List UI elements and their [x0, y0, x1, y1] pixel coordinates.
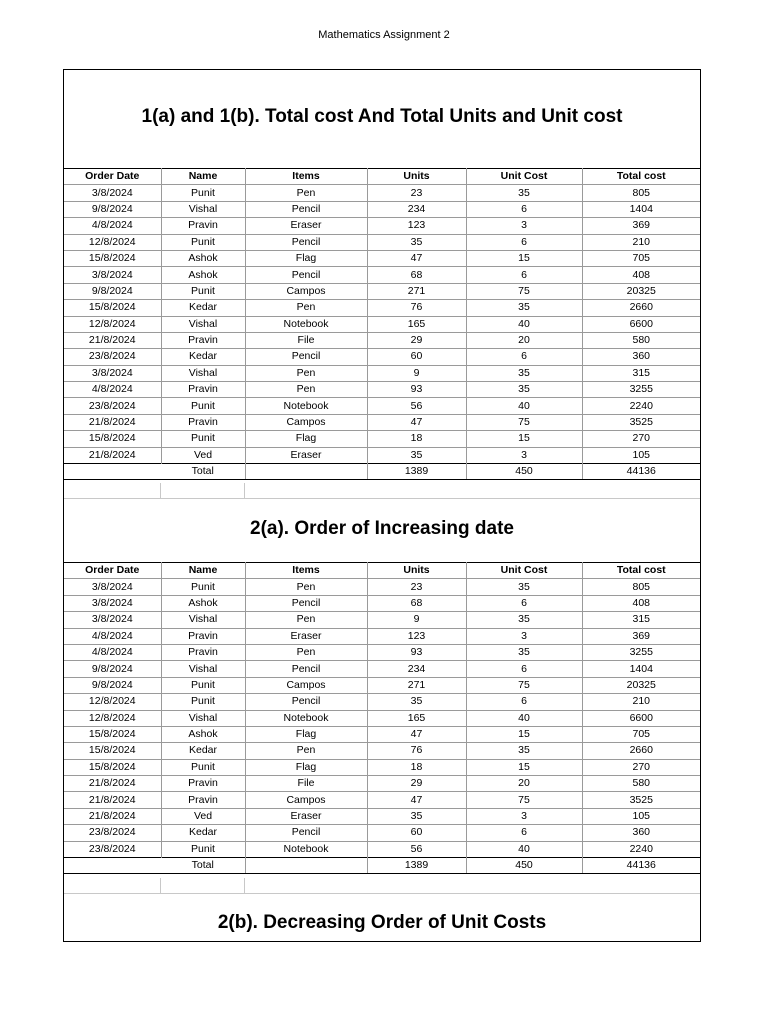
section-1-title: 1(a) and 1(b). Total cost And Total Units and Unit cost — [141, 106, 623, 127]
col-name: Name — [161, 563, 245, 579]
total-cost-cell: 210 — [582, 234, 700, 250]
units-cell: 60 — [367, 349, 466, 365]
col-items: Items — [245, 563, 367, 579]
order-date-cell: 12/8/2024 — [64, 316, 161, 332]
units-cell: 68 — [367, 267, 466, 283]
total-units: 1389 — [367, 858, 466, 874]
total-cost-cell: 360 — [582, 825, 700, 841]
units-cell: 35 — [367, 234, 466, 250]
units-cell: 29 — [367, 332, 466, 348]
items-cell: File — [245, 776, 367, 792]
units-cell: 29 — [367, 776, 466, 792]
table-row — [64, 595, 700, 611]
name-cell: Ashok — [161, 726, 245, 742]
table-row — [64, 694, 700, 710]
order-date-cell: 3/8/2024 — [64, 612, 161, 628]
name-cell: Pravin — [161, 792, 245, 808]
name-cell: Punit — [161, 185, 245, 201]
units-cell: 271 — [367, 677, 466, 693]
unit-cost-cell: 6 — [466, 201, 582, 217]
unit-cost-cell: 20 — [466, 332, 582, 348]
items-cell: Pen — [245, 644, 367, 660]
name-cell: Pravin — [161, 628, 245, 644]
order-date-cell: 12/8/2024 — [64, 694, 161, 710]
unit-cost-cell: 6 — [466, 694, 582, 710]
total-cost-cell: 408 — [582, 267, 700, 283]
table-row — [64, 382, 700, 398]
name-cell: Vishal — [161, 710, 245, 726]
order-date-cell: 15/8/2024 — [64, 431, 161, 447]
items-cell: Pencil — [245, 201, 367, 217]
table-row — [64, 743, 700, 759]
table-row — [64, 398, 700, 414]
items-cell: Campos — [245, 792, 367, 808]
name-cell: Kedar — [161, 825, 245, 841]
table-total-cost — [64, 168, 700, 480]
name-cell: Vishal — [161, 612, 245, 628]
items-cell: Flag — [245, 431, 367, 447]
table-row — [64, 612, 700, 628]
unit-cost-cell: 35 — [466, 300, 582, 316]
order-date-cell: 21/8/2024 — [64, 776, 161, 792]
units-cell: 9 — [367, 365, 466, 381]
units-cell: 35 — [367, 808, 466, 824]
units-cell: 123 — [367, 218, 466, 234]
order-date-cell: 9/8/2024 — [64, 283, 161, 299]
items-cell: Pencil — [245, 234, 367, 250]
table-row — [64, 234, 700, 250]
total-cost-cell: 270 — [582, 431, 700, 447]
name-cell: Pravin — [161, 644, 245, 660]
unit-cost-cell: 6 — [466, 234, 582, 250]
total-spacer — [64, 858, 161, 874]
total-label: Total — [161, 858, 245, 874]
col-order-date: Order Date — [64, 563, 161, 579]
table-row — [64, 825, 700, 841]
unit-cost-cell: 3 — [466, 808, 582, 824]
total-total-cost: 44136 — [582, 858, 700, 874]
units-cell: 271 — [367, 283, 466, 299]
order-date-cell: 3/8/2024 — [64, 579, 161, 595]
total-cost-cell: 3525 — [582, 792, 700, 808]
table-row — [64, 792, 700, 808]
unit-cost-cell: 75 — [466, 792, 582, 808]
units-cell: 60 — [367, 825, 466, 841]
items-cell: Eraser — [245, 447, 367, 463]
name-cell: Pravin — [161, 332, 245, 348]
order-date-cell: 3/8/2024 — [64, 595, 161, 611]
unit-cost-cell: 40 — [466, 398, 582, 414]
name-cell: Ved — [161, 447, 245, 463]
name-cell: Punit — [161, 841, 245, 857]
units-cell: 35 — [367, 694, 466, 710]
total-items-blank — [245, 858, 367, 874]
order-date-cell: 15/8/2024 — [64, 250, 161, 266]
order-date-cell: 21/8/2024 — [64, 414, 161, 430]
order-date-cell: 4/8/2024 — [64, 628, 161, 644]
table-row — [64, 447, 700, 463]
order-date-cell: 23/8/2024 — [64, 349, 161, 365]
units-cell: 76 — [367, 743, 466, 759]
total-items-blank — [245, 464, 367, 480]
items-cell: Pen — [245, 743, 367, 759]
items-cell: Flag — [245, 759, 367, 775]
total-cost-cell: 705 — [582, 250, 700, 266]
order-date-cell: 9/8/2024 — [64, 661, 161, 677]
total-spacer — [64, 464, 161, 480]
table-row — [64, 365, 700, 381]
name-cell: Vishal — [161, 201, 245, 217]
unit-cost-cell: 15 — [466, 431, 582, 447]
col-units: Units — [367, 169, 466, 185]
total-cost-cell: 705 — [582, 726, 700, 742]
name-cell: Punit — [161, 579, 245, 595]
items-cell: Notebook — [245, 710, 367, 726]
items-cell: Campos — [245, 414, 367, 430]
order-date-cell: 15/8/2024 — [64, 743, 161, 759]
total-cost-cell: 2240 — [582, 398, 700, 414]
section-3-title: 2(b). Decreasing Order of Unit Costs — [217, 912, 547, 933]
items-cell: File — [245, 332, 367, 348]
total-cost-cell: 805 — [582, 579, 700, 595]
col-unit-cost: Unit Cost — [466, 169, 582, 185]
table-row — [64, 414, 700, 430]
table-row — [64, 218, 700, 234]
unit-cost-cell: 40 — [466, 710, 582, 726]
order-date-cell: 23/8/2024 — [64, 841, 161, 857]
name-cell: Punit — [161, 694, 245, 710]
units-cell: 93 — [367, 644, 466, 660]
table-row — [64, 628, 700, 644]
unit-cost-cell: 35 — [466, 579, 582, 595]
items-cell: Flag — [245, 250, 367, 266]
gridline — [64, 498, 700, 499]
name-cell: Vishal — [161, 661, 245, 677]
table-row — [64, 332, 700, 348]
units-cell: 18 — [367, 759, 466, 775]
name-cell: Ashok — [161, 595, 245, 611]
total-cost-cell: 20325 — [582, 677, 700, 693]
empty-row — [64, 483, 700, 498]
total-cost-cell: 105 — [582, 808, 700, 824]
unit-cost-cell: 6 — [466, 595, 582, 611]
items-cell: Notebook — [245, 841, 367, 857]
total-cost-cell: 1404 — [582, 201, 700, 217]
items-cell: Pencil — [245, 825, 367, 841]
unit-cost-cell: 35 — [466, 612, 582, 628]
order-date-cell: 3/8/2024 — [64, 267, 161, 283]
total-cost-cell: 6600 — [582, 710, 700, 726]
col-total-cost: Total cost — [582, 169, 700, 185]
units-cell: 123 — [367, 628, 466, 644]
items-cell: Notebook — [245, 398, 367, 414]
order-date-cell: 21/8/2024 — [64, 808, 161, 824]
table-row — [64, 841, 700, 857]
table-row — [64, 431, 700, 447]
items-cell: Pen — [245, 185, 367, 201]
col-name: Name — [161, 169, 245, 185]
table-row — [64, 677, 700, 693]
units-cell: 35 — [367, 447, 466, 463]
units-cell: 234 — [367, 661, 466, 677]
name-cell: Kedar — [161, 349, 245, 365]
unit-cost-cell: 15 — [466, 759, 582, 775]
total-cost-cell: 20325 — [582, 283, 700, 299]
total-units: 1389 — [367, 464, 466, 480]
total-cost-cell: 408 — [582, 595, 700, 611]
order-date-cell: 15/8/2024 — [64, 759, 161, 775]
units-cell: 56 — [367, 398, 466, 414]
table-row — [64, 185, 700, 201]
total-row — [64, 464, 700, 480]
total-cost-cell: 210 — [582, 694, 700, 710]
units-cell: 165 — [367, 710, 466, 726]
unit-cost-cell: 40 — [466, 841, 582, 857]
unit-cost-cell: 75 — [466, 283, 582, 299]
unit-cost-cell: 3 — [466, 447, 582, 463]
total-cost-cell: 805 — [582, 185, 700, 201]
total-cost-cell: 6600 — [582, 316, 700, 332]
col-unit-cost: Unit Cost — [466, 563, 582, 579]
items-cell: Pen — [245, 579, 367, 595]
total-cost-cell: 580 — [582, 332, 700, 348]
total-cost-cell: 369 — [582, 628, 700, 644]
units-cell: 47 — [367, 726, 466, 742]
order-date-cell: 9/8/2024 — [64, 201, 161, 217]
table-increasing-date — [64, 562, 700, 874]
total-row — [64, 858, 700, 874]
units-cell: 23 — [367, 579, 466, 595]
total-cost-cell: 3525 — [582, 414, 700, 430]
units-cell: 68 — [367, 595, 466, 611]
units-cell: 93 — [367, 382, 466, 398]
total-unit-cost: 450 — [466, 858, 582, 874]
unit-cost-cell: 6 — [466, 661, 582, 677]
total-cost-cell: 369 — [582, 218, 700, 234]
total-unit-cost: 450 — [466, 464, 582, 480]
name-cell: Punit — [161, 431, 245, 447]
col-items: Items — [245, 169, 367, 185]
unit-cost-cell: 15 — [466, 726, 582, 742]
items-cell: Pen — [245, 382, 367, 398]
order-date-cell: 3/8/2024 — [64, 365, 161, 381]
unit-cost-cell: 35 — [466, 382, 582, 398]
items-cell: Pen — [245, 300, 367, 316]
order-date-cell: 21/8/2024 — [64, 447, 161, 463]
name-cell: Kedar — [161, 743, 245, 759]
total-cost-cell: 3255 — [582, 382, 700, 398]
total-cost-cell: 2660 — [582, 300, 700, 316]
items-cell: Pencil — [245, 694, 367, 710]
units-cell: 23 — [367, 185, 466, 201]
unit-cost-cell: 6 — [466, 825, 582, 841]
table-row — [64, 710, 700, 726]
unit-cost-cell: 35 — [466, 185, 582, 201]
order-date-cell: 12/8/2024 — [64, 234, 161, 250]
table-row — [64, 349, 700, 365]
header-row — [64, 563, 700, 579]
name-cell: Vishal — [161, 365, 245, 381]
order-date-cell: 4/8/2024 — [64, 644, 161, 660]
table-row — [64, 644, 700, 660]
name-cell: Punit — [161, 759, 245, 775]
table-row — [64, 300, 700, 316]
order-date-cell: 9/8/2024 — [64, 677, 161, 693]
total-cost-cell: 2660 — [582, 743, 700, 759]
items-cell: Pencil — [245, 267, 367, 283]
units-cell: 18 — [367, 431, 466, 447]
col-order-date: Order Date — [64, 169, 161, 185]
col-total-cost: Total cost — [582, 563, 700, 579]
items-cell: Notebook — [245, 316, 367, 332]
unit-cost-cell: 40 — [466, 316, 582, 332]
table-row — [64, 201, 700, 217]
unit-cost-cell: 15 — [466, 250, 582, 266]
total-cost-cell: 360 — [582, 349, 700, 365]
name-cell: Pravin — [161, 218, 245, 234]
name-cell: Pravin — [161, 776, 245, 792]
name-cell: Punit — [161, 398, 245, 414]
items-cell: Campos — [245, 677, 367, 693]
items-cell: Pencil — [245, 349, 367, 365]
table-row — [64, 808, 700, 824]
total-cost-cell: 3255 — [582, 644, 700, 660]
order-date-cell: 4/8/2024 — [64, 218, 161, 234]
units-cell: 165 — [367, 316, 466, 332]
col-units: Units — [367, 563, 466, 579]
unit-cost-cell: 6 — [466, 349, 582, 365]
name-cell: Pravin — [161, 414, 245, 430]
order-date-cell: 21/8/2024 — [64, 332, 161, 348]
spreadsheet-area — [63, 69, 701, 942]
total-cost-cell: 2240 — [582, 841, 700, 857]
name-cell: Kedar — [161, 300, 245, 316]
name-cell: Ved — [161, 808, 245, 824]
order-date-cell: 4/8/2024 — [64, 382, 161, 398]
table-row — [64, 283, 700, 299]
order-date-cell: 21/8/2024 — [64, 792, 161, 808]
units-cell: 76 — [367, 300, 466, 316]
total-cost-cell: 580 — [582, 776, 700, 792]
units-cell: 47 — [367, 792, 466, 808]
name-cell: Punit — [161, 677, 245, 693]
name-cell: Pravin — [161, 382, 245, 398]
unit-cost-cell: 35 — [466, 365, 582, 381]
name-cell: Punit — [161, 234, 245, 250]
items-cell: Eraser — [245, 628, 367, 644]
items-cell: Campos — [245, 283, 367, 299]
order-date-cell: 23/8/2024 — [64, 825, 161, 841]
total-cost-cell: 315 — [582, 612, 700, 628]
unit-cost-cell: 35 — [466, 743, 582, 759]
items-cell: Pencil — [245, 661, 367, 677]
total-cost-cell: 105 — [582, 447, 700, 463]
items-cell: Pen — [245, 612, 367, 628]
total-cost-cell: 315 — [582, 365, 700, 381]
total-cost-cell: 1404 — [582, 661, 700, 677]
units-cell: 234 — [367, 201, 466, 217]
items-cell: Pencil — [245, 595, 367, 611]
unit-cost-cell: 3 — [466, 218, 582, 234]
units-cell: 47 — [367, 414, 466, 430]
unit-cost-cell: 35 — [466, 644, 582, 660]
table-row — [64, 579, 700, 595]
units-cell: 47 — [367, 250, 466, 266]
name-cell: Vishal — [161, 316, 245, 332]
name-cell: Ashok — [161, 267, 245, 283]
order-date-cell: 15/8/2024 — [64, 300, 161, 316]
unit-cost-cell: 75 — [466, 414, 582, 430]
name-cell: Punit — [161, 283, 245, 299]
gridline — [64, 893, 700, 894]
unit-cost-cell: 75 — [466, 677, 582, 693]
items-cell: Eraser — [245, 218, 367, 234]
table-row — [64, 267, 700, 283]
total-label: Total — [161, 464, 245, 480]
order-date-cell: 12/8/2024 — [64, 710, 161, 726]
units-cell: 56 — [367, 841, 466, 857]
header-row — [64, 169, 700, 185]
units-cell: 9 — [367, 612, 466, 628]
order-date-cell: 23/8/2024 — [64, 398, 161, 414]
items-cell: Eraser — [245, 808, 367, 824]
table-row — [64, 759, 700, 775]
table-row — [64, 776, 700, 792]
order-date-cell: 3/8/2024 — [64, 185, 161, 201]
unit-cost-cell: 20 — [466, 776, 582, 792]
table-row — [64, 661, 700, 677]
table-row — [64, 250, 700, 266]
unit-cost-cell: 3 — [466, 628, 582, 644]
unit-cost-cell: 6 — [466, 267, 582, 283]
page-header: Mathematics Assignment 2 — [318, 29, 450, 41]
items-cell: Pen — [245, 365, 367, 381]
empty-row — [64, 878, 700, 893]
items-cell: Flag — [245, 726, 367, 742]
table-row — [64, 316, 700, 332]
total-cost-cell: 270 — [582, 759, 700, 775]
order-date-cell: 15/8/2024 — [64, 726, 161, 742]
name-cell: Ashok — [161, 250, 245, 266]
total-total-cost: 44136 — [582, 464, 700, 480]
section-2-title: 2(a). Order of Increasing date — [250, 518, 514, 539]
table-row — [64, 726, 700, 742]
